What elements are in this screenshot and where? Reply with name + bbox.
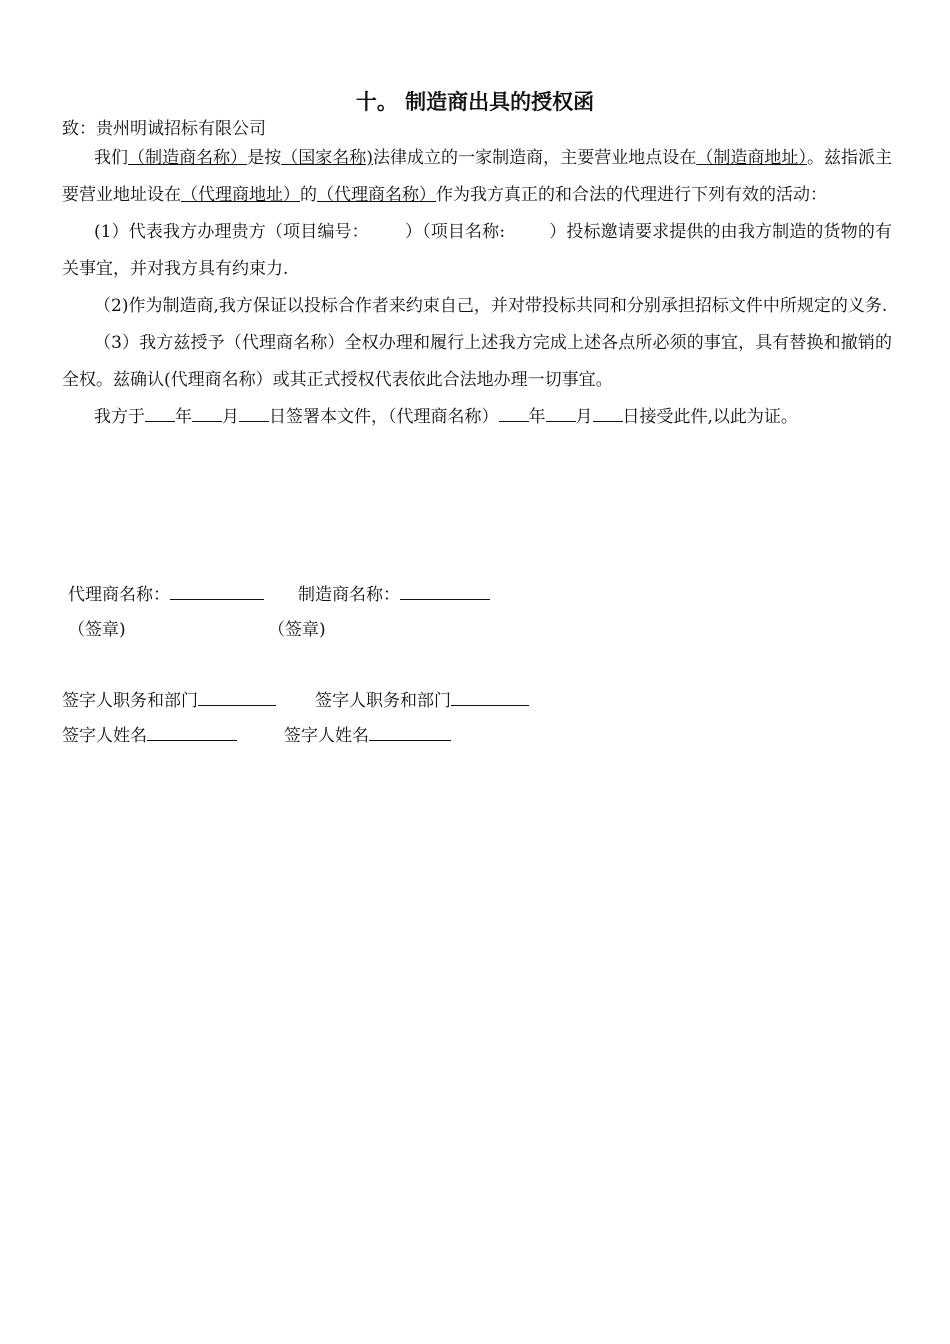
text: 的 (300, 185, 317, 205)
blank-day-2[interactable] (593, 405, 623, 422)
blank-year-2[interactable] (499, 405, 529, 422)
signer-position-right-blank[interactable] (451, 689, 529, 706)
signer-name-right-row (284, 721, 451, 746)
agent-name-row (68, 580, 264, 605)
manufacturer-name-blank[interactable] (400, 583, 490, 600)
agent-name-label: 代理商名称： (68, 585, 170, 605)
signer-name-left-blank[interactable] (147, 724, 237, 741)
text: 日签署本文件，（代理商名称） (269, 407, 499, 427)
placeholder-agent-name: （代理商名称） (317, 185, 436, 205)
paragraph-intro (62, 140, 892, 214)
addressee: 致：贵州明诚招标有限公司 (62, 119, 266, 139)
paragraph-item-3: （3）我方兹授予（代理商名称）全权办理和履行上述我方完成上述各点所必须的事宜，具有替换和撤销的全权。兹确认(代理商名称）或其正式授权代表依此合法地办理一切事宜。 (62, 333, 892, 390)
text: ）（项目名称: (404, 222, 506, 242)
text: (1）代表我方办理贵方（项目编号： (94, 222, 369, 242)
agent-name-blank[interactable] (170, 583, 264, 600)
letter-body (62, 140, 892, 436)
blank-month-2[interactable] (546, 405, 576, 422)
signer-position-left-blank[interactable] (198, 689, 276, 706)
signer-position-right-label: 签字人职务和部门 (315, 691, 451, 711)
signer-position-right-row (315, 686, 529, 711)
manufacturer-name-row (298, 580, 490, 605)
text: 我们 (94, 148, 129, 168)
seal-right: （签章) (268, 620, 326, 640)
signer-name-right-label: 签字人姓名 (284, 726, 369, 746)
text: 作为我方真正的和合法的代理进行下列有效的活动： (436, 185, 827, 205)
placeholder-manufacturer-name: （制造商名称） (128, 148, 248, 168)
signer-name-right-blank[interactable] (369, 724, 451, 741)
text: 是按 (247, 148, 282, 168)
manufacturer-name-label: 制造商名称： (298, 585, 400, 605)
page-title: 十。 制造商出具的授权函 (355, 90, 595, 114)
text: 年 (175, 407, 192, 427)
signer-position-left-label: 签字人职务和部门 (62, 691, 198, 711)
text: 月 (222, 407, 239, 427)
text: 。兹指派主要营业地址设在 (62, 148, 893, 205)
text: 年 (528, 407, 546, 427)
text: ）投标邀请要求提供的由我方制造的货物的有关事宜，并对我方具有约束力. (62, 222, 892, 279)
text: 我方于 (94, 407, 145, 427)
paragraph-date (62, 399, 892, 436)
placeholder-agent-address: （代理商地址） (181, 185, 300, 205)
paragraph-item-1 (62, 214, 892, 288)
text: 日接受此件,以此为证。 (622, 407, 798, 427)
text: 法律成立的一家制造商，主要营业地点设在 (372, 148, 697, 168)
signer-name-left-row (62, 721, 237, 746)
signer-name-left-label: 签字人姓名 (62, 726, 147, 746)
placeholder-manufacturer-address: （制造商地址） (696, 148, 807, 168)
seal-left: （签章) (68, 620, 126, 640)
blank-day[interactable] (239, 405, 269, 422)
blank-month[interactable] (192, 405, 222, 422)
signer-position-left-row (62, 686, 276, 711)
text: 月 (575, 407, 593, 427)
blank-year[interactable] (145, 405, 175, 422)
placeholder-country-name: （国家名称) (281, 148, 373, 168)
paragraph-item-2: （2)作为制造商,我方保证以投标合作者来约束自己，并对带投标共同和分别承担招标文件中所规定的义务. (94, 296, 888, 316)
